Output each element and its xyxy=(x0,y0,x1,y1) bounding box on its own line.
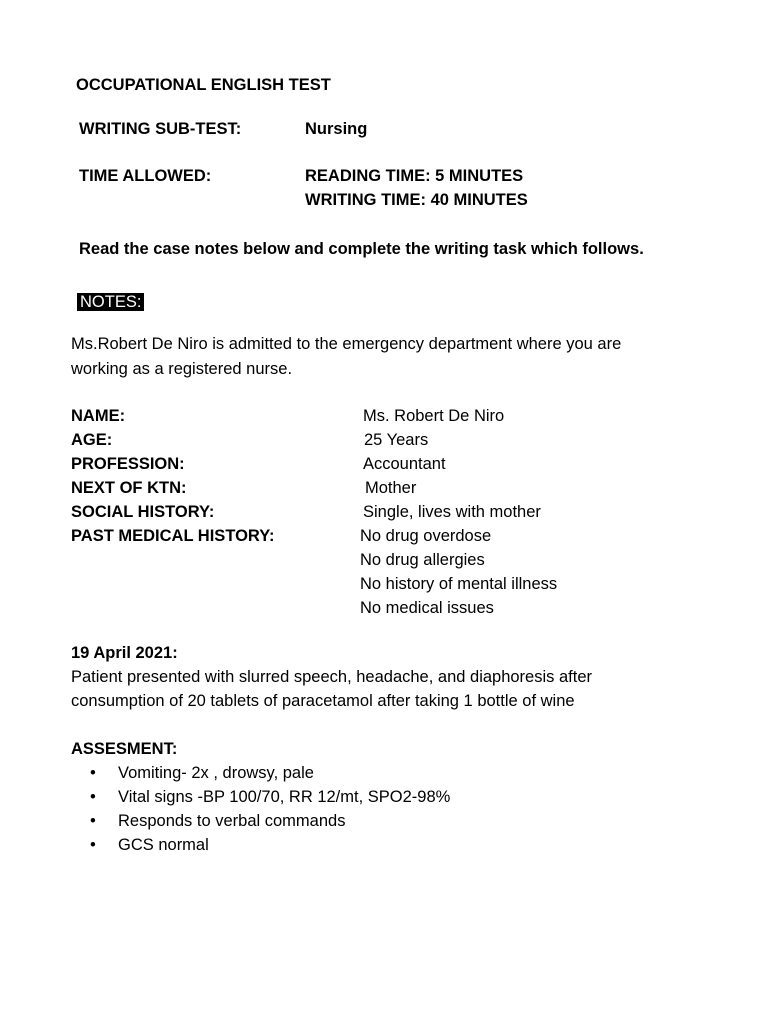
reading-time: READING TIME: 5 MINUTES xyxy=(305,167,524,185)
past-medical-history-label: PAST MEDICAL HISTORY: xyxy=(71,527,275,545)
event-date: 19 April 2021: xyxy=(71,644,178,662)
age-value: 25 Years xyxy=(364,431,429,449)
pmh-item: No drug allergies xyxy=(360,551,485,569)
name-value: Ms. Robert De Niro xyxy=(363,407,505,425)
social-history-value: Single, lives with mother xyxy=(363,503,541,521)
assessment-item: • Vital signs -BP 100/70, RR 12/mt, SPO2-98% xyxy=(71,785,450,809)
next-of-kin-label: NEXT OF KTN: xyxy=(71,479,187,497)
subtest-value: Nursing xyxy=(305,120,368,138)
test-title: OCCUPATIONAL ENGLISH TEST xyxy=(76,76,331,94)
notes-heading xyxy=(77,293,144,312)
name-label: NAME: xyxy=(71,407,126,425)
assessment-heading: ASSESMENT: xyxy=(71,740,178,758)
social-history-label: SOCIAL HISTORY: xyxy=(71,503,215,521)
assessment-item: • Vomiting- 2x , drowsy, pale xyxy=(71,761,450,785)
subtest-label: WRITING SUB-TEST: xyxy=(79,120,242,138)
pmh-item: No history of mental illness xyxy=(360,575,558,593)
assessment-item: • Responds to verbal commands xyxy=(71,809,450,833)
intro-line-1: Ms.Robert De Niro is admitted to the emergency department where you are xyxy=(71,335,622,353)
assessment-item: • GCS normal xyxy=(71,833,450,857)
assessment-list xyxy=(71,761,450,857)
time-allowed-label: TIME ALLOWED: xyxy=(79,167,212,185)
pmh-item: No drug overdose xyxy=(360,527,492,545)
instruction-text: Read the case notes below and complete the writing task which follows. xyxy=(79,240,644,258)
notes-badge: NOTES: xyxy=(77,293,144,311)
age-label: AGE: xyxy=(71,431,113,449)
pmh-item: No medical issues xyxy=(360,599,494,617)
next-of-kin-value: Mother xyxy=(365,479,417,497)
profession-label: PROFESSION: xyxy=(71,455,185,473)
event-line-1: Patient presented with slurred speech, headache, and diaphoresis after xyxy=(71,668,592,686)
intro-line-2: working as a registered nurse. xyxy=(71,360,293,378)
profession-value: Accountant xyxy=(363,455,446,473)
writing-time: WRITING TIME: 40 MINUTES xyxy=(305,191,528,209)
event-line-2: consumption of 20 tablets of paracetamol after taking 1 bottle of wine xyxy=(71,692,575,710)
